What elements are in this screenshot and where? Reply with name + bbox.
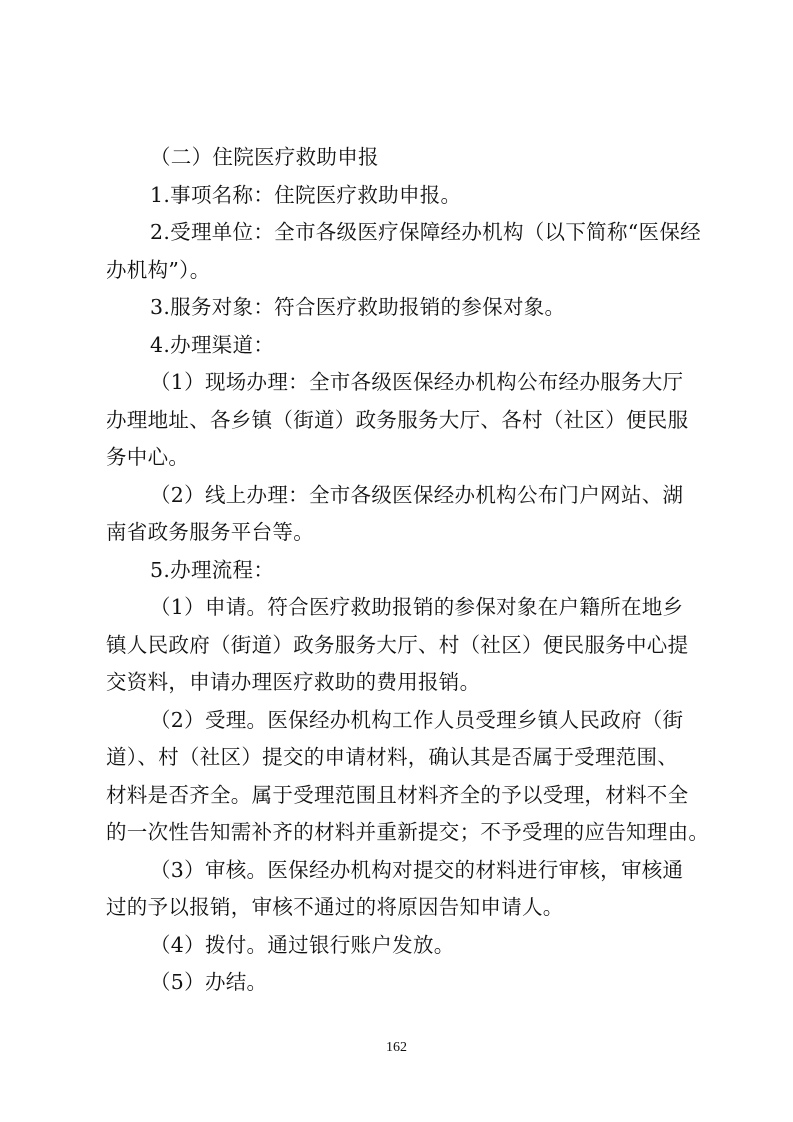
apply-line-2: 镇人民政府（街道）政务服务大厅、村（社区）便民服务中心提: [106, 633, 689, 657]
online-line-2: 南省政务服务平台等。: [106, 520, 314, 544]
handling-unit-line-1: 2.受理单位：全市各级医疗保障经办机构（以下简称“医保经: [150, 220, 701, 244]
onsite-line-3: 务中心。: [106, 445, 190, 469]
section-heading: （二）住院医疗救助申报: [150, 145, 379, 169]
handling-unit-line-2: 办机构”）。: [106, 258, 211, 282]
service-target-line: 3.服务对象：符合医疗救助报销的参保对象。: [150, 295, 566, 319]
completion-line: （5）办结。: [150, 970, 268, 994]
accept-line-4: 的一次性告知需补齐的材料并重新提交；不予受理的应告知理由。: [106, 820, 710, 844]
page-number: 162: [386, 1040, 407, 1055]
onsite-line-1: （1）现场办理：全市各级医保经办机构公布经办服务大厅: [150, 370, 684, 394]
payment-line: （4）拨付。通过银行账户发放。: [150, 933, 455, 957]
channels-heading: 4.办理渠道：: [150, 333, 275, 357]
apply-line-3: 交资料，申请办理医疗救助的费用报销。: [106, 670, 481, 694]
item-name-line: 1.事项名称：住院医疗救助申报。: [150, 183, 462, 207]
review-line-1: （3）审核。医保经办机构对提交的材料进行审核，审核通: [150, 858, 684, 882]
apply-line-1: （1）申请。符合医疗救助报销的参保对象在户籍所在地乡: [150, 595, 684, 619]
review-line-2: 过的予以报销，审核不通过的将原因告知申请人。: [106, 895, 564, 919]
onsite-line-2: 办理地址、各乡镇（街道）政务服务大厅、各村（社区）便民服: [106, 408, 689, 432]
process-heading: 5.办理流程：: [150, 558, 275, 582]
accept-line-2: 道）、村（社区）提交的申请材料，确认其是否属于受理范围、: [106, 745, 679, 769]
accept-line-1: （2）受理。医保经办机构工作人员受理乡镇人民政府（街: [150, 708, 684, 732]
online-line-1: （2）线上办理：全市各级医保经办机构公布门户网站、湖: [150, 483, 684, 507]
accept-line-3: 材料是否齐全。属于受理范围且材料齐全的予以受理，材料不全: [106, 783, 689, 807]
